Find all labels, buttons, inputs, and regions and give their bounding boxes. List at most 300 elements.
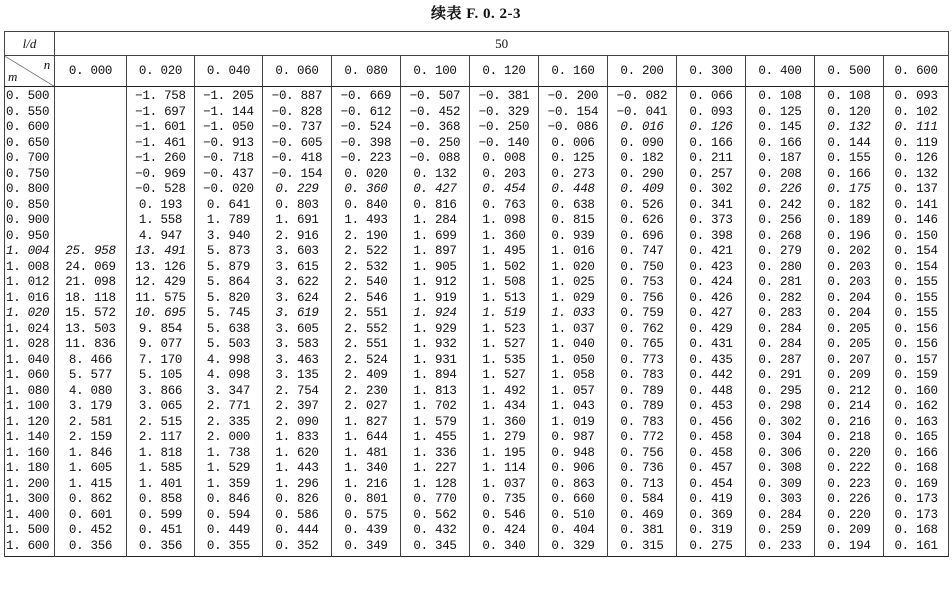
column-header-n: 0. 160 <box>539 56 608 87</box>
table-cell: 0. 340 <box>470 539 539 557</box>
table-cell: 25. 958 <box>55 244 127 260</box>
column-header-n: 0. 200 <box>608 56 677 87</box>
table-cell: 1. 401 <box>127 477 195 493</box>
table-cell: 3. 179 <box>55 399 127 415</box>
table-cell: 0. 282 <box>746 291 815 307</box>
table-cell: 1. 443 <box>263 461 332 477</box>
table-cell: −0. 452 <box>401 105 470 121</box>
table-cell: 1. 789 <box>195 213 263 229</box>
table-cell: 1. 114 <box>470 461 539 477</box>
row-m-value: 1. 008 <box>5 260 55 276</box>
table-cell: 0. 303 <box>746 492 815 508</box>
column-header-n: 0. 100 <box>401 56 470 87</box>
table-cell: 0. 454 <box>677 477 746 493</box>
table-cell: −1. 050 <box>195 120 263 136</box>
row-m-value: 1. 400 <box>5 508 55 524</box>
table-cell: 0. 173 <box>884 508 949 524</box>
table-cell: 0. 208 <box>746 167 815 183</box>
table-row <box>5 306 949 322</box>
table-cell: 21. 098 <box>55 275 127 291</box>
table-cell: −0. 088 <box>401 151 470 167</box>
table-cell: 0. 426 <box>677 291 746 307</box>
table-cell: −0. 140 <box>470 136 539 152</box>
table-cell: 1. 932 <box>401 337 470 353</box>
table-cell: 0. 369 <box>677 508 746 524</box>
table-cell: 0. 435 <box>677 353 746 369</box>
table-cell: 0. 510 <box>539 508 608 524</box>
table-cell: 0. 280 <box>746 260 815 276</box>
table-cell: 0. 298 <box>746 399 815 415</box>
table-cell: 1. 529 <box>195 461 263 477</box>
table-cell: 1. 502 <box>470 260 539 276</box>
table-row <box>5 430 949 446</box>
table-cell <box>55 87 127 105</box>
table-cell: 0. 175 <box>815 182 884 198</box>
table-cell: 0. 166 <box>746 136 815 152</box>
table-cell: 1. 481 <box>332 446 401 462</box>
table-cell: 0. 193 <box>127 198 195 214</box>
table-cell: 0. 948 <box>539 446 608 462</box>
table-cell: 0. 736 <box>608 461 677 477</box>
table-title: 续表 F. 0. 2-3 <box>430 6 522 22</box>
table-cell: 0. 454 <box>470 182 539 198</box>
table-cell: 0. 424 <box>470 523 539 539</box>
table-cell: 0. 442 <box>677 368 746 384</box>
table-cell: 0. 233 <box>746 539 815 557</box>
table-cell: 0. 423 <box>677 260 746 276</box>
table-cell: 5. 879 <box>195 260 263 276</box>
table-cell: 0. 816 <box>401 198 470 214</box>
table-cell: 0. 187 <box>746 151 815 167</box>
column-header-n: 0. 600 <box>884 56 949 87</box>
table-cell: 0. 141 <box>884 198 949 214</box>
table-cell: 0. 155 <box>884 291 949 307</box>
table-cell: 0. 211 <box>677 151 746 167</box>
table-cell: 0. 212 <box>815 384 884 400</box>
table-cell: 0. 352 <box>263 539 332 557</box>
table-row <box>5 291 949 307</box>
row-m-value: 0. 900 <box>5 213 55 229</box>
table-cell: 0. 016 <box>608 120 677 136</box>
table-cell: 3. 622 <box>263 275 332 291</box>
table-cell <box>55 136 127 152</box>
table-cell <box>55 151 127 167</box>
table-cell: 1. 336 <box>401 446 470 462</box>
table-cell: 2. 916 <box>263 229 332 245</box>
table-cell: 5. 745 <box>195 306 263 322</box>
table-cell: 0. 626 <box>608 213 677 229</box>
table-cell: 0. 753 <box>608 275 677 291</box>
table-cell: −0. 398 <box>332 136 401 152</box>
table-cell: 0. 575 <box>332 508 401 524</box>
table-cell: 0. 458 <box>677 430 746 446</box>
table-cell: 0. 205 <box>815 322 884 338</box>
table-cell: 0. 154 <box>884 244 949 260</box>
table-cell: 0. 155 <box>815 151 884 167</box>
row-m-value: 1. 600 <box>5 539 55 557</box>
table-cell: 0. 216 <box>815 415 884 431</box>
table-row <box>5 229 949 245</box>
table-cell: 0. 789 <box>608 384 677 400</box>
row-m-value: 1. 120 <box>5 415 55 431</box>
table-cell: 0. 203 <box>470 167 539 183</box>
table-cell: 0. 125 <box>539 151 608 167</box>
table-cell: 0. 448 <box>539 182 608 198</box>
table-cell: 1. 495 <box>470 244 539 260</box>
table-cell: 0. 204 <box>815 306 884 322</box>
table-cell: −1. 260 <box>127 151 195 167</box>
table-cell: 0. 815 <box>539 213 608 229</box>
table-cell: −0. 887 <box>263 87 332 105</box>
table-cell: 0. 453 <box>677 399 746 415</box>
table-cell: 0. 108 <box>746 87 815 105</box>
table-cell: 1. 846 <box>55 446 127 462</box>
table-cell: 1. 360 <box>470 415 539 431</box>
table-cell: 0. 157 <box>884 353 949 369</box>
table-cell: 0. 146 <box>884 213 949 229</box>
table-cell: 0. 987 <box>539 430 608 446</box>
table-cell: 0. 349 <box>332 539 401 557</box>
table-cell: 1. 020 <box>539 260 608 276</box>
table-cell: 0. 601 <box>55 508 127 524</box>
table-cell: 1. 527 <box>470 368 539 384</box>
table-cell: 24. 069 <box>55 260 127 276</box>
table-cell: 3. 463 <box>263 353 332 369</box>
table-cell: 0. 119 <box>884 136 949 152</box>
row-m-value: 1. 200 <box>5 477 55 493</box>
table-cell: 13. 491 <box>127 244 195 260</box>
table-cell: 18. 118 <box>55 291 127 307</box>
row-m-value: 0. 850 <box>5 198 55 214</box>
table-cell: 0. 783 <box>608 368 677 384</box>
table-cell: 1. 037 <box>539 322 608 338</box>
table-cell: 0. 166 <box>884 446 949 462</box>
table-cell: 0. 858 <box>127 492 195 508</box>
table-cell: −0. 329 <box>470 105 539 121</box>
table-cell: 0. 762 <box>608 322 677 338</box>
row-m-value: 1. 140 <box>5 430 55 446</box>
table-cell: 4. 947 <box>127 229 195 245</box>
table-cell: −0. 368 <box>401 120 470 136</box>
table-cell: −0. 913 <box>195 136 263 152</box>
table-cell: 2. 581 <box>55 415 127 431</box>
table-cell: 1. 738 <box>195 446 263 462</box>
table-cell: 1. 519 <box>470 306 539 322</box>
table-cell: 5. 873 <box>195 244 263 260</box>
table-cell: 0. 256 <box>746 213 815 229</box>
table-cell: 0. 155 <box>884 275 949 291</box>
table-cell: 1. 644 <box>332 430 401 446</box>
table-cell: 0. 432 <box>401 523 470 539</box>
table-row <box>5 446 949 462</box>
table-cell: 1. 620 <box>263 446 332 462</box>
table-cell: 1. 415 <box>55 477 127 493</box>
table-cell: 0. 315 <box>608 539 677 557</box>
column-header-n: 0. 400 <box>746 56 815 87</box>
table-cell: 0. 273 <box>539 167 608 183</box>
table-cell: 0. 155 <box>884 306 949 322</box>
table-cell: 1. 931 <box>401 353 470 369</box>
table-cell: 5. 577 <box>55 368 127 384</box>
table-cell: 0. 204 <box>815 291 884 307</box>
table-cell: 0. 562 <box>401 508 470 524</box>
row-m-value: 1. 100 <box>5 399 55 415</box>
table-cell: 0. 159 <box>884 368 949 384</box>
table-cell: 0. 020 <box>332 167 401 183</box>
table-cell: 1. 195 <box>470 446 539 462</box>
table-cell: 0. 203 <box>815 260 884 276</box>
table-cell: 3. 605 <box>263 322 332 338</box>
table-cell: 0. 290 <box>608 167 677 183</box>
table-cell: 0. 283 <box>746 306 815 322</box>
table-cell: 0. 456 <box>677 415 746 431</box>
table-cell: 0. 126 <box>884 151 949 167</box>
table-cell: 0. 125 <box>746 105 815 121</box>
table-cell: 0. 939 <box>539 229 608 245</box>
table-cell: 0. 458 <box>677 446 746 462</box>
table-cell: 3. 603 <box>263 244 332 260</box>
table-cell: −0. 437 <box>195 167 263 183</box>
table-cell: 0. 356 <box>127 539 195 557</box>
table-cell: 0. 360 <box>332 182 401 198</box>
table-cell: 1. 058 <box>539 368 608 384</box>
table-cell: −0. 082 <box>608 87 677 105</box>
row-m-value: 1. 024 <box>5 322 55 338</box>
table-cell: 0. 207 <box>815 353 884 369</box>
table-cell: 2. 551 <box>332 306 401 322</box>
table-cell: 0. 132 <box>401 167 470 183</box>
table-cell: 1. 897 <box>401 244 470 260</box>
table-cell: 0. 840 <box>332 198 401 214</box>
table-cell: 0. 156 <box>884 322 949 338</box>
table-cell: 0. 713 <box>608 477 677 493</box>
table-cell: 0. 160 <box>884 384 949 400</box>
table-cell: 1. 128 <box>401 477 470 493</box>
table-cell: 1. 029 <box>539 291 608 307</box>
column-header-n: 0. 060 <box>263 56 332 87</box>
row-m-value: 0. 550 <box>5 105 55 121</box>
table-cell: 0. 150 <box>884 229 949 245</box>
table-cell: 0. 444 <box>263 523 332 539</box>
table-cell: 0. 218 <box>815 430 884 446</box>
table-cell: 2. 000 <box>195 430 263 446</box>
table-row <box>5 151 949 167</box>
table-cell: 0. 006 <box>539 136 608 152</box>
table-row <box>5 461 949 477</box>
table-cell: 0. 209 <box>815 368 884 384</box>
table-cell: 0. 202 <box>815 244 884 260</box>
table-cell: 2. 524 <box>332 353 401 369</box>
row-m-value: 1. 300 <box>5 492 55 508</box>
table-cell: −0. 154 <box>263 167 332 183</box>
table-cell: 2. 754 <box>263 384 332 400</box>
table-cell: 0. 783 <box>608 415 677 431</box>
table-cell: 3. 135 <box>263 368 332 384</box>
table-cell: 2. 532 <box>332 260 401 276</box>
table-cell: 0. 302 <box>746 415 815 431</box>
table-row <box>5 87 949 105</box>
ld-label: l/d <box>5 32 55 56</box>
table-cell: 0. 431 <box>677 337 746 353</box>
table-cell: 9. 854 <box>127 322 195 338</box>
row-m-value: 0. 700 <box>5 151 55 167</box>
column-header-n: 0. 120 <box>470 56 539 87</box>
table-cell: 0. 452 <box>55 523 127 539</box>
table-cell: 0. 132 <box>884 167 949 183</box>
table-cell: 0. 229 <box>263 182 332 198</box>
table-cell: 1. 912 <box>401 275 470 291</box>
table-cell: 0. 259 <box>746 523 815 539</box>
table-cell <box>55 120 127 136</box>
table-cell: 0. 398 <box>677 229 746 245</box>
table-cell: 8. 466 <box>55 353 127 369</box>
table-cell: 0. 223 <box>815 477 884 493</box>
table-cell: 0. 008 <box>470 151 539 167</box>
table-cell: 1. 702 <box>401 399 470 415</box>
table-cell: 0. 341 <box>677 198 746 214</box>
table-cell: 0. 586 <box>263 508 332 524</box>
table-cell: 1. 691 <box>263 213 332 229</box>
table-cell: 0. 862 <box>55 492 127 508</box>
table-cell: 0. 169 <box>884 477 949 493</box>
table-cell: 1. 340 <box>332 461 401 477</box>
table-cell: 0. 599 <box>127 508 195 524</box>
row-m-value: 0. 750 <box>5 167 55 183</box>
table-cell: 1. 033 <box>539 306 608 322</box>
table-cell: 1. 605 <box>55 461 127 477</box>
table-cell: 0. 281 <box>746 275 815 291</box>
table-cell: 1. 833 <box>263 430 332 446</box>
table-cell: 3. 615 <box>263 260 332 276</box>
table-cell: 0. 304 <box>746 430 815 446</box>
table-row <box>5 182 949 198</box>
table-cell: 5. 503 <box>195 337 263 353</box>
table-cell: 13. 503 <box>55 322 127 338</box>
column-header-n: 0. 500 <box>815 56 884 87</box>
table-cell: 0. 319 <box>677 523 746 539</box>
table-cell: 0. 163 <box>884 415 949 431</box>
table-cell: 0. 756 <box>608 446 677 462</box>
table-row <box>5 477 949 493</box>
table-cell: 0. 222 <box>815 461 884 477</box>
table-cell: 2. 335 <box>195 415 263 431</box>
table-cell: 0. 093 <box>884 87 949 105</box>
table-row <box>5 508 949 524</box>
table-cell: 1. 535 <box>470 353 539 369</box>
table-row <box>5 275 949 291</box>
table-cell: 0. 196 <box>815 229 884 245</box>
table-cell: 0. 735 <box>470 492 539 508</box>
table-cell: −0. 250 <box>401 136 470 152</box>
table-cell: 0. 287 <box>746 353 815 369</box>
table-cell: 0. 638 <box>539 198 608 214</box>
table-cell: 0. 421 <box>677 244 746 260</box>
table-cell: 0. 429 <box>677 322 746 338</box>
table-cell: 2. 522 <box>332 244 401 260</box>
table-cell: 0. 906 <box>539 461 608 477</box>
table-cell: −0. 418 <box>263 151 332 167</box>
table-cell: 0. 189 <box>815 213 884 229</box>
table-cell: 0. 209 <box>815 523 884 539</box>
table-cell: 0. 284 <box>746 337 815 353</box>
table-cell: 1. 905 <box>401 260 470 276</box>
table-cell: 1. 050 <box>539 353 608 369</box>
table-cell: 0. 772 <box>608 430 677 446</box>
table-cell: 3. 619 <box>263 306 332 322</box>
table-cell: 1. 699 <box>401 229 470 245</box>
table-row <box>5 260 949 276</box>
table-cell: 0. 220 <box>815 508 884 524</box>
table-cell: 0. 268 <box>746 229 815 245</box>
table-cell: 0. 427 <box>401 182 470 198</box>
table-cell: 0. 173 <box>884 492 949 508</box>
table-row <box>5 213 949 229</box>
table-cell: 0. 424 <box>677 275 746 291</box>
table-cell: 0. 165 <box>884 430 949 446</box>
table-cell: 2. 230 <box>332 384 401 400</box>
table-cell: 0. 449 <box>195 523 263 539</box>
table-cell: 0. 291 <box>746 368 815 384</box>
table-cell: 0. 660 <box>539 492 608 508</box>
table-cell: 1. 493 <box>332 213 401 229</box>
table-row <box>5 523 949 539</box>
table-cell: 0. 309 <box>746 477 815 493</box>
row-m-value: 1. 040 <box>5 353 55 369</box>
table-cell: −1. 205 <box>195 87 263 105</box>
table-cell: 1. 216 <box>332 477 401 493</box>
table-cell: 1. 279 <box>470 430 539 446</box>
table-row <box>5 368 949 384</box>
table-row <box>5 337 949 353</box>
n-label: n <box>43 57 50 72</box>
table-cell: 1. 019 <box>539 415 608 431</box>
table-cell: 11. 836 <box>55 337 127 353</box>
table-cell: 1. 040 <box>539 337 608 353</box>
table-cell <box>55 167 127 183</box>
table-cell: 0. 584 <box>608 492 677 508</box>
table-cell: 2. 551 <box>332 337 401 353</box>
table-cell: 0. 765 <box>608 337 677 353</box>
table-cell: 0. 242 <box>746 198 815 214</box>
m-label: m <box>8 69 18 84</box>
table-cell: 0. 111 <box>884 120 949 136</box>
table-cell: 0. 759 <box>608 306 677 322</box>
table-cell: 1. 513 <box>470 291 539 307</box>
table-cell: 3. 624 <box>263 291 332 307</box>
table-cell: −0. 737 <box>263 120 332 136</box>
table-cell: −1. 461 <box>127 136 195 152</box>
table-cell: 2. 771 <box>195 399 263 415</box>
table-cell: −1. 601 <box>127 120 195 136</box>
coefficient-table <box>4 31 949 557</box>
table-cell: 1. 894 <box>401 368 470 384</box>
table-cell: 1. 057 <box>539 384 608 400</box>
row-m-value: 0. 600 <box>5 120 55 136</box>
table-cell: 3. 065 <box>127 399 195 415</box>
table-cell: 5. 105 <box>127 368 195 384</box>
table-cell: −0. 524 <box>332 120 401 136</box>
table-cell: 2. 117 <box>127 430 195 446</box>
table-cell: 0. 093 <box>677 105 746 121</box>
table-cell <box>55 213 127 229</box>
table-cell: 0. 154 <box>884 260 949 276</box>
table-cell: 0. 457 <box>677 461 746 477</box>
table-cell: 7. 170 <box>127 353 195 369</box>
row-m-value: 1. 080 <box>5 384 55 400</box>
table-cell: 0. 451 <box>127 523 195 539</box>
table-cell: 1. 929 <box>401 322 470 338</box>
row-m-value: 1. 016 <box>5 291 55 307</box>
